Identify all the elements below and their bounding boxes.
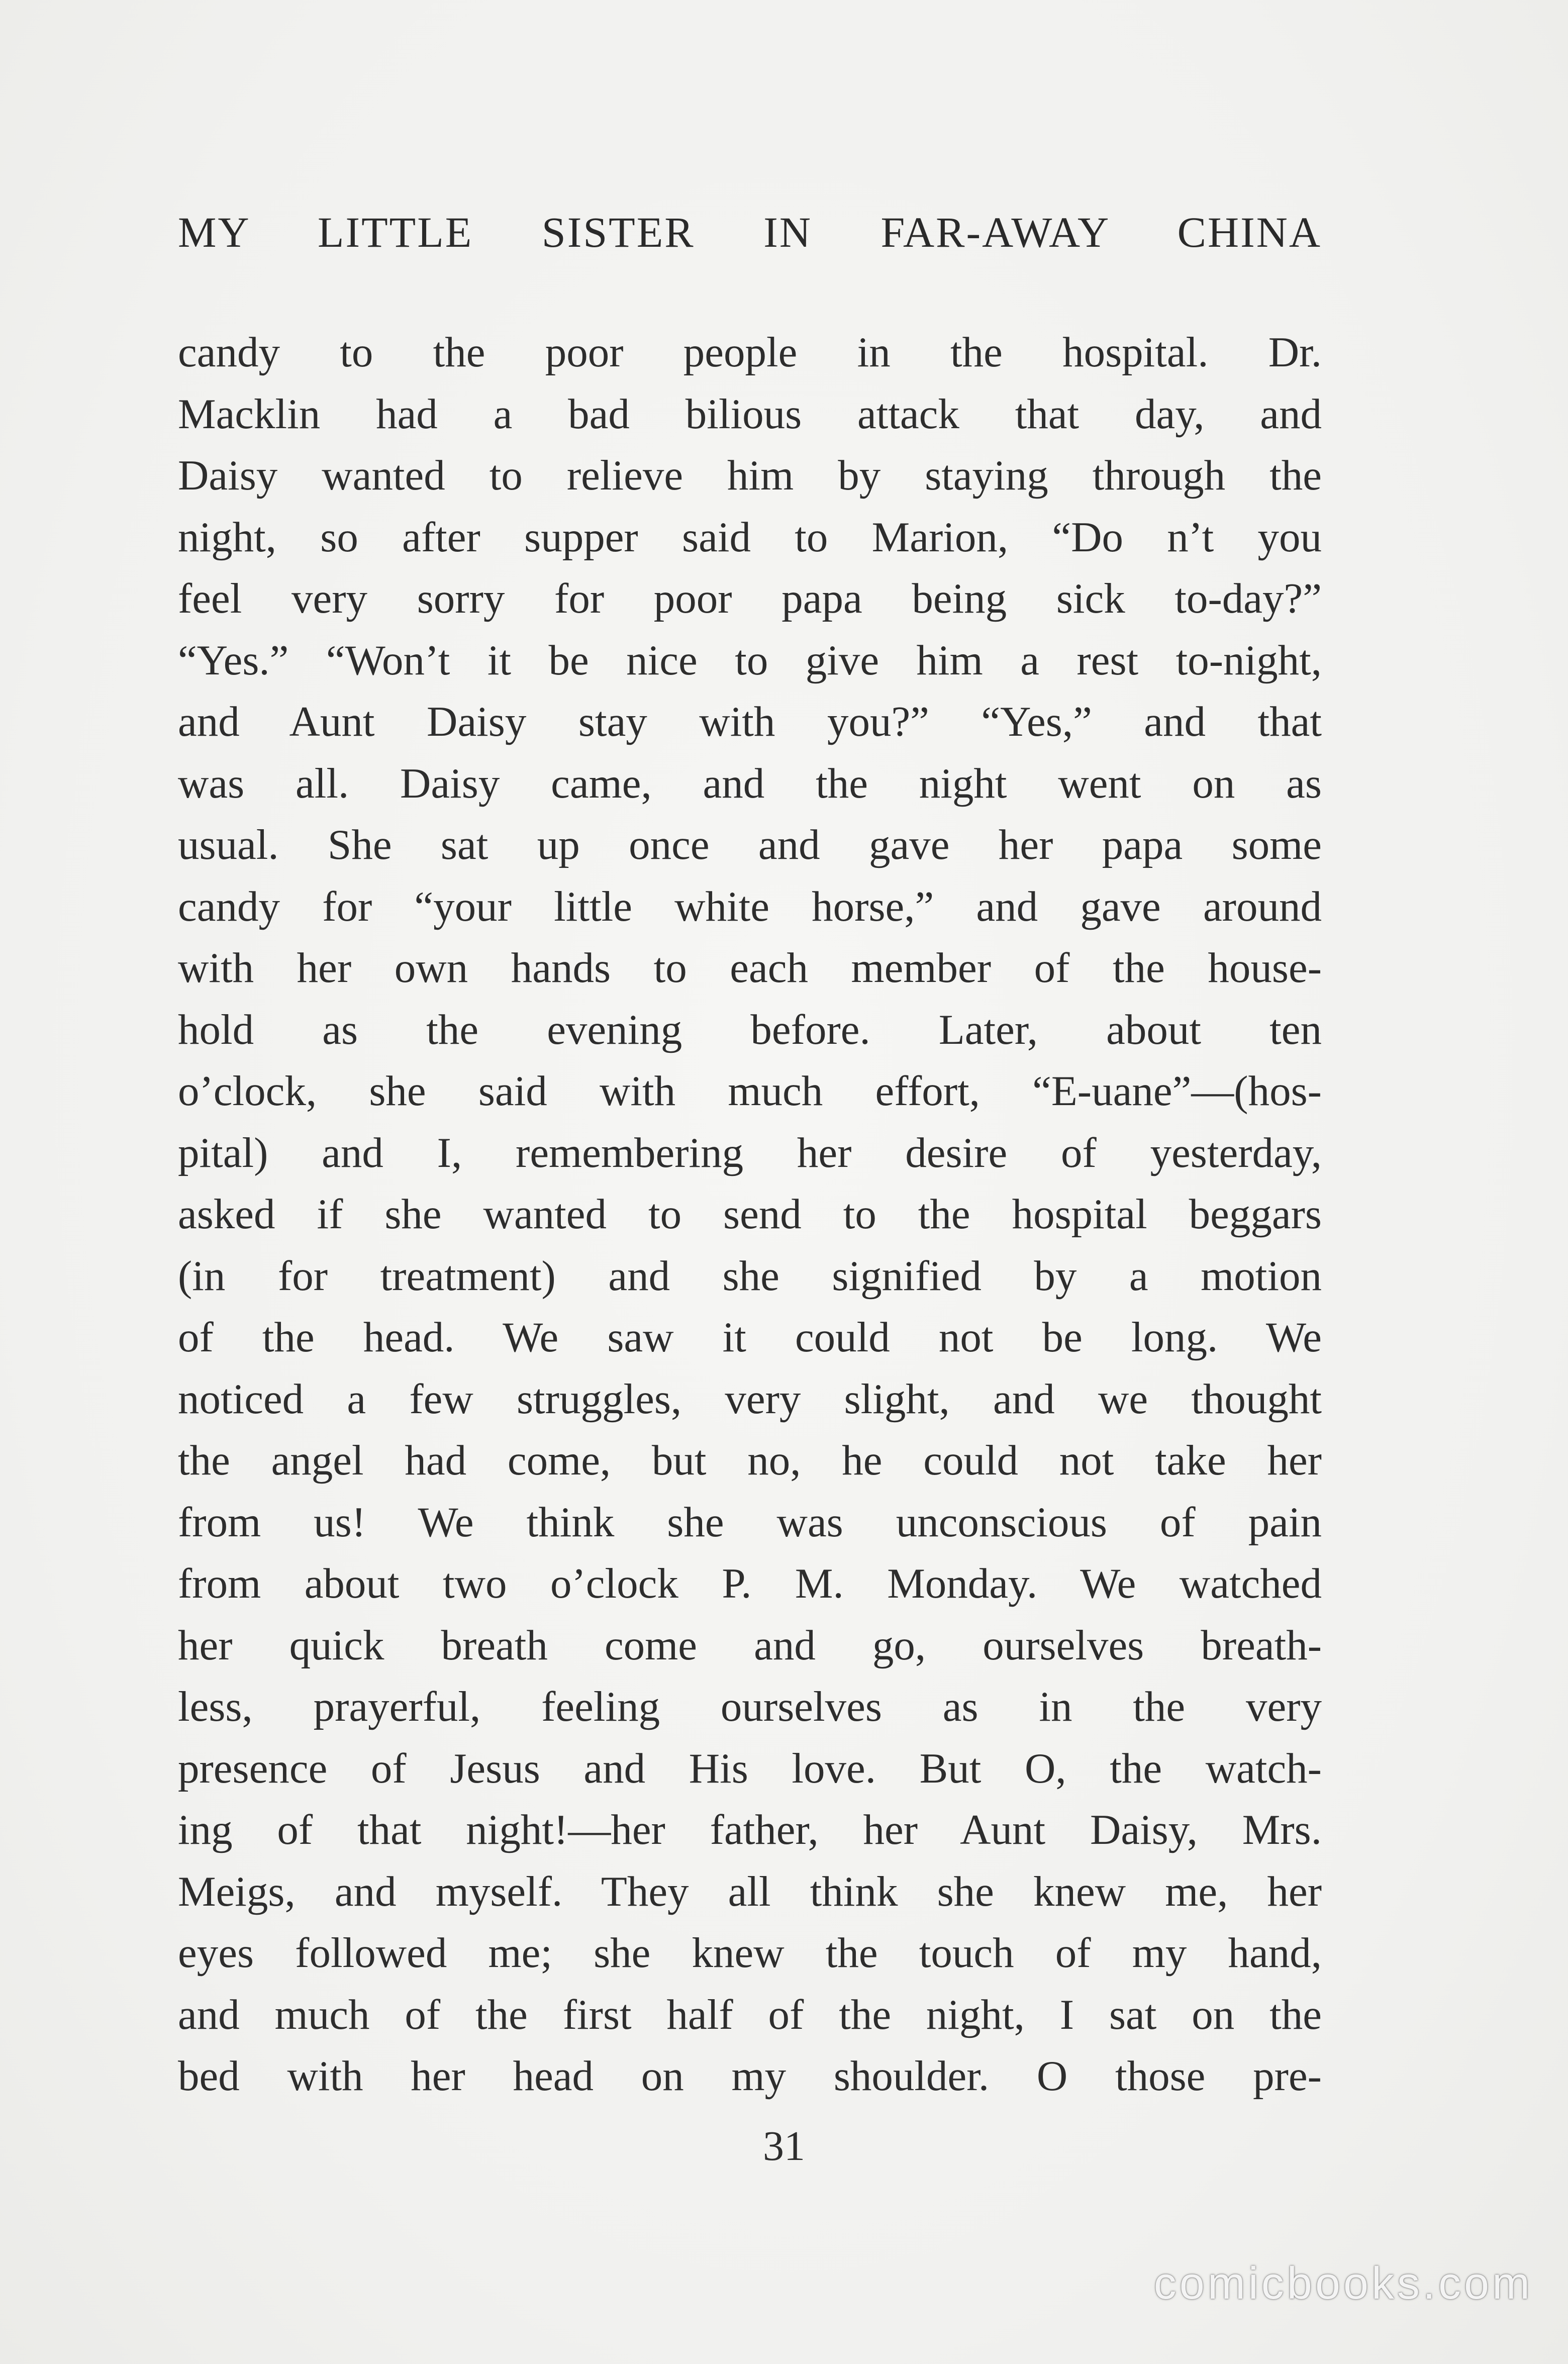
text-line: pital) and I, remembering her desire of yesterday,	[178, 1129, 1322, 1176]
text-line: “Yes.” “Won’t it be nice to give him a rest to-night,	[178, 636, 1322, 684]
text-line: asked if she wanted to send to the hospital beggars	[178, 1191, 1322, 1238]
text-line: hold as the evening before. Later, about ten	[178, 1006, 1322, 1053]
text-line: usual. She sat up once and gave her papa some	[178, 821, 1322, 868]
text-line: was all. Daisy came, and the night went on as	[178, 759, 1322, 807]
text-line: and Aunt Daisy stay with you?” “Yes,” and that	[178, 698, 1322, 745]
text-line: from us! We think she was unconscious of pain	[178, 1498, 1322, 1546]
page-number: 31	[763, 2123, 805, 2170]
text-line: (in for treatment) and she signified by a motion	[178, 1252, 1322, 1300]
text-line: Meigs, and myself. They all think she knew me, her	[178, 1867, 1322, 1915]
text-line: feel very sorry for poor papa being sick to-day?”	[178, 575, 1322, 622]
text-line: the angel had come, but no, he could not take her	[178, 1437, 1322, 1484]
text-line: bed with her head on my shoulder. O those pre-	[178, 2052, 1322, 2100]
text-line: eyes followed me; she knew the touch of my hand,	[178, 1929, 1322, 1977]
running-head: MY LITTLE SISTER IN FAR-AWAY CHINA	[178, 208, 1322, 256]
site-watermark: comicbooks.com	[1153, 2258, 1533, 2309]
text-line: night, so after supper said to Marion, “Do n’t you	[178, 513, 1322, 561]
text-line: less, prayerful, feeling ourselves as in the very	[178, 1683, 1322, 1730]
text-line: noticed a few struggles, very slight, and we thought	[178, 1375, 1322, 1423]
text-line: Daisy wanted to relieve him by staying through the	[178, 452, 1322, 499]
text-line: presence of Jesus and His love. But O, the watch-	[178, 1744, 1322, 1792]
text-line: and much of the first half of the night, I sat on the	[178, 1991, 1322, 2038]
text-line: from about two o’clock P. M. Monday. We watched	[178, 1560, 1322, 1607]
text-line: Macklin had a bad bilious attack that day, and	[178, 390, 1322, 438]
text-line: o’clock, she said with much effort, “E-uane”—(hos-	[178, 1067, 1322, 1115]
body-text	[178, 322, 1322, 2107]
text-line: her quick breath come and go, ourselves breath-	[178, 1621, 1322, 1669]
text-line: of the head. We saw it could not be long. We	[178, 1314, 1322, 1361]
text-line: with her own hands to each member of the house-	[178, 944, 1322, 992]
text-line: candy to the poor people in the hospital. Dr.	[178, 329, 1322, 376]
text-line: candy for “your little white horse,” and gave around	[178, 882, 1322, 930]
text-line: ing of that night!—her father, her Aunt Daisy, Mrs.	[178, 1806, 1322, 1853]
